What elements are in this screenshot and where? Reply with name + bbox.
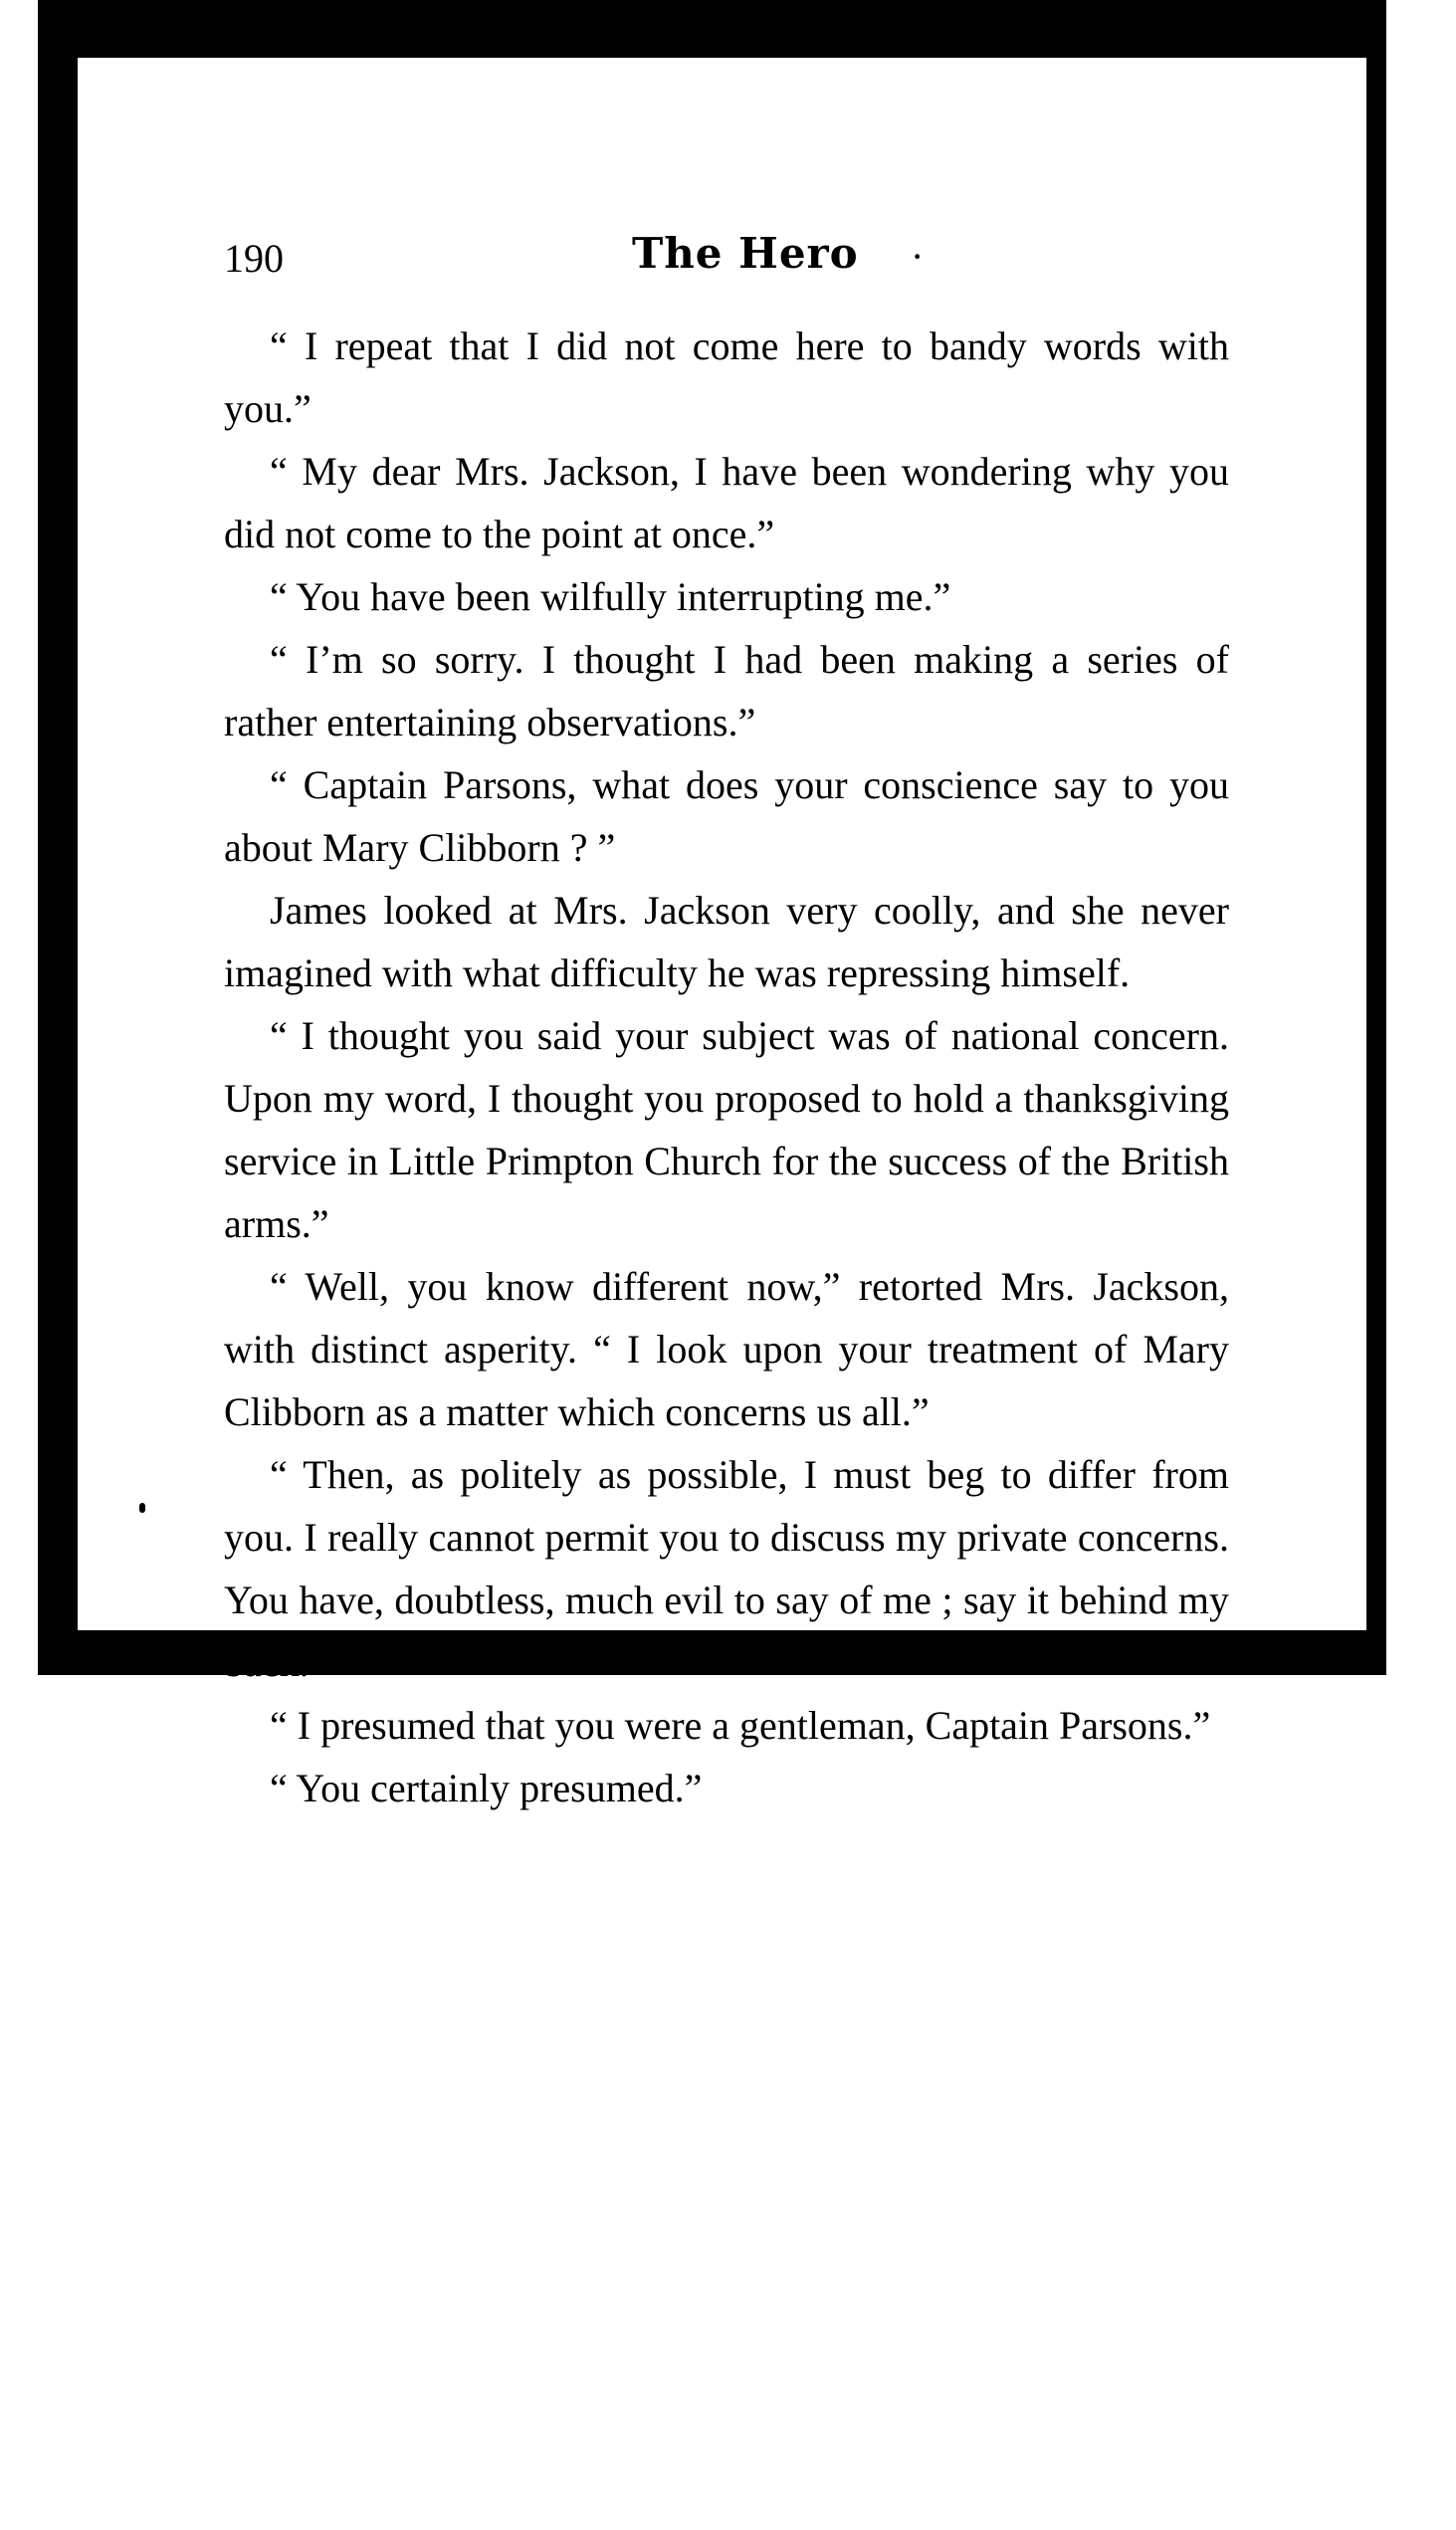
ink-speck <box>139 1503 145 1513</box>
page-number: 190 <box>224 236 284 281</box>
paragraph: “ You have been wilfully interrupting me.” <box>270 574 951 619</box>
paragraph: “ Well, you know different now,” retorted Mrs. Jackson, with distinct asperity. “ I look upon your treatment of Mary Clibborn as a matter which concerns us all.” <box>224 1264 1229 1434</box>
paragraph: “ I repeat that I did not come here to bandy words with you.” <box>224 323 1229 431</box>
paragraph: “ Captain Parsons, what does your conscience say to you about Mary Clibborn ? ” <box>224 762 1229 870</box>
page-header <box>224 229 1229 289</box>
running-title: The Hero <box>632 229 859 278</box>
paragraph: “ My dear Mrs. Jackson, I have been wondering why you did not come to the point at once.” <box>224 449 1229 556</box>
paragraph: “ You certainly presumed.” <box>270 1766 703 1810</box>
paragraph: “ I thought you said your subject was of national concern. Upon my word, I thought you proposed to hold a thanksgiving service in Little Primpton Church for the success of the British arms.” <box>224 1013 1229 1246</box>
paragraph: “ I presumed that you were a gentleman, Captain Parsons.” <box>270 1703 1211 1748</box>
paragraph: “ Then, as politely as possible, I must beg to differ from you. I really cannot permit you to discuss my private concerns. You have, doubtless, much evil to say of me ; say it behind my back.” <box>224 1452 1229 1685</box>
header-mark: · <box>911 234 925 279</box>
paragraph: “ I’m so sorry. I thought I had been making a series of rather entertaining observations.” <box>224 637 1229 744</box>
paragraph: James looked at Mrs. Jackson very coolly, and she never imagined with what difficulty he was repressing himself. <box>224 888 1229 995</box>
body-text <box>224 315 1229 1819</box>
